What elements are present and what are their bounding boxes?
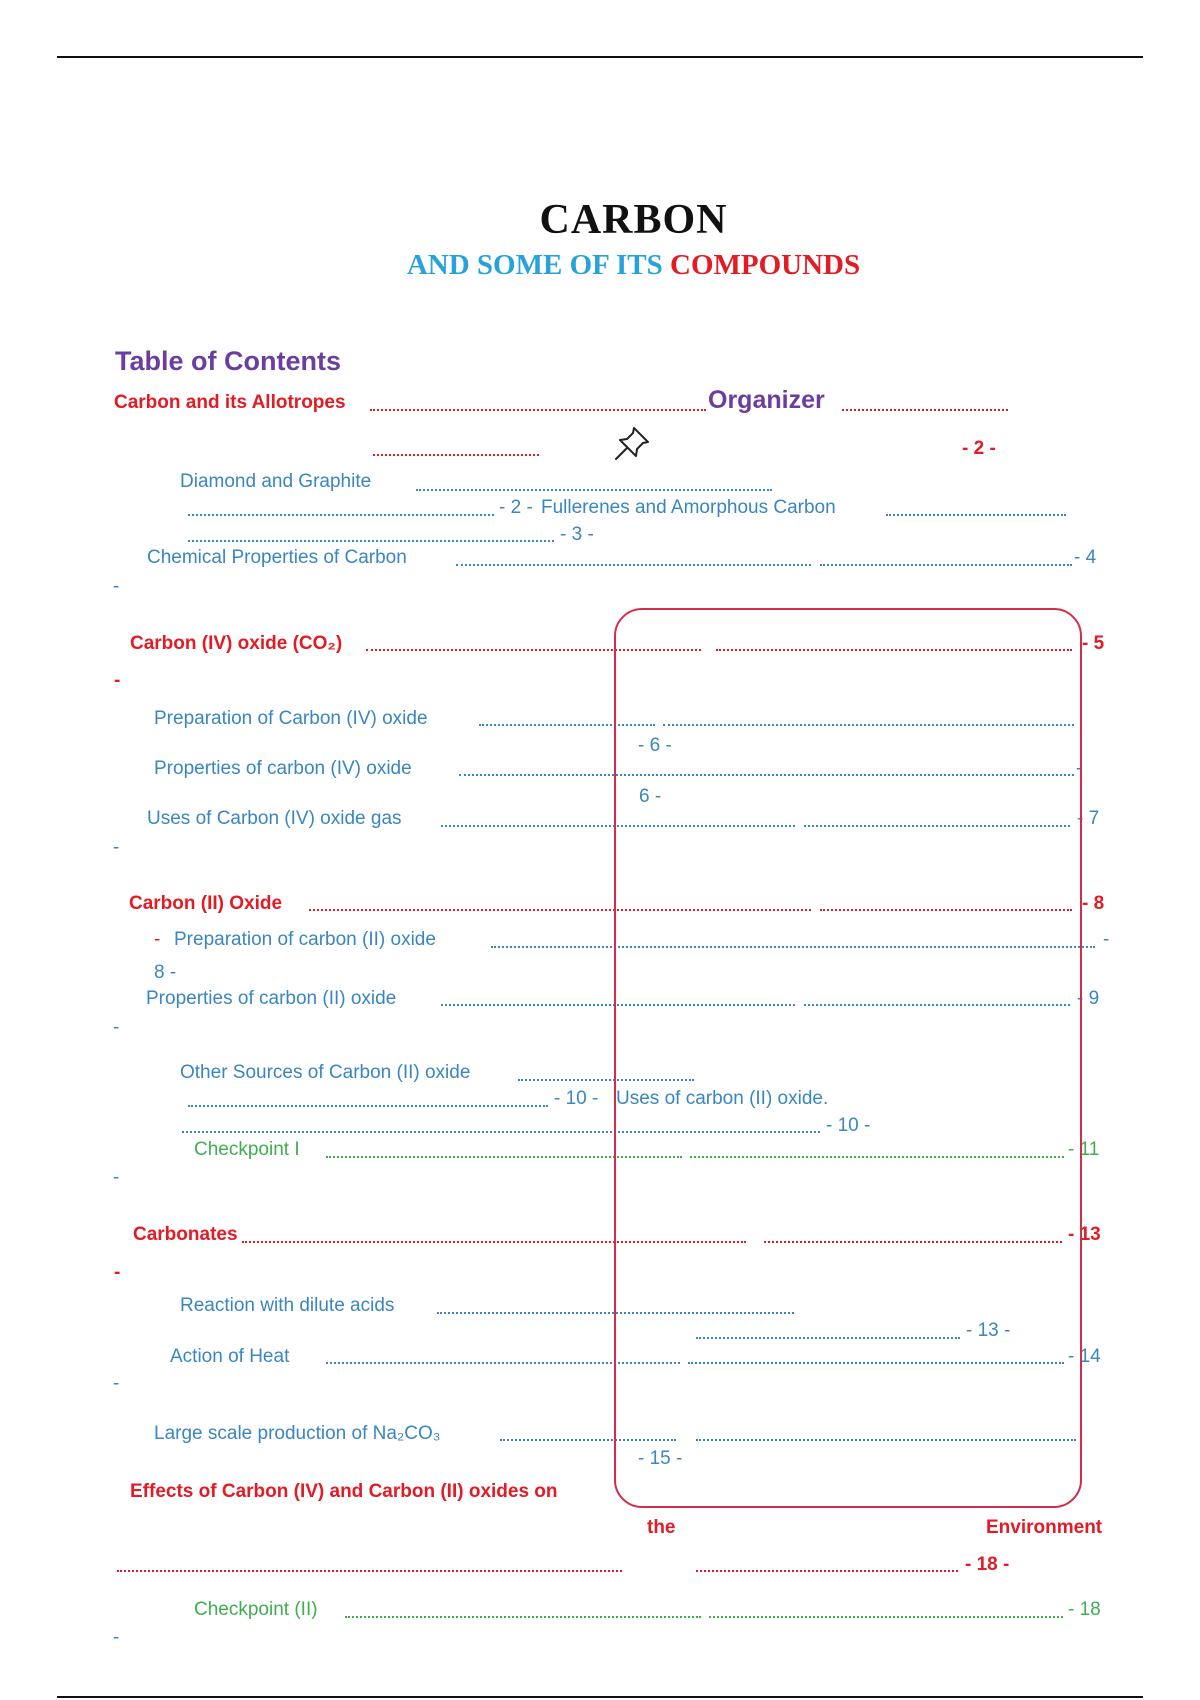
page-number: - 6 -: [638, 735, 672, 756]
dot-leader: [345, 1616, 701, 1618]
page-number: - 8: [1082, 893, 1105, 914]
dot-leader: [416, 489, 772, 491]
page-title: CARBON: [539, 197, 728, 243]
toc-entry-prop-co: Properties of carbon (II) oxide: [146, 988, 397, 1009]
page-number: - 13: [1068, 1224, 1101, 1245]
toc-entry-checkpoint-1: Checkpoint I: [194, 1139, 300, 1160]
dot-leader: [117, 1570, 622, 1572]
page-number: 6 -: [639, 786, 662, 807]
toc-entry-carbonates: Carbonates: [133, 1224, 238, 1245]
page-number: - 2 -: [499, 497, 533, 518]
toc-entry-checkpoint-2: Checkpoint (II): [194, 1599, 318, 1620]
bottom-rule: [57, 1696, 1143, 1698]
toc-entry-carbon-ii-oxide: Carbon (II) Oxide: [129, 893, 283, 914]
page-number: - 2 -: [962, 438, 996, 459]
page-number: - 15 -: [638, 1448, 683, 1469]
effects-word-the: the: [647, 1517, 676, 1538]
toc-entry-allotropes: Carbon and its Allotropes: [114, 392, 346, 413]
toc-entry-prop-co2: Properties of carbon (IV) oxide: [154, 758, 412, 779]
dot-leader: [188, 540, 554, 542]
dot-leader: [188, 1105, 548, 1107]
toc-entry-uses-co2: Uses of Carbon (IV) oxide gas: [147, 808, 402, 829]
toc-entry-uses-co: Uses of carbon (II) oxide.: [616, 1088, 829, 1109]
dot-leader: [456, 564, 811, 566]
toc-entry-other-sources-co: Other Sources of Carbon (II) oxide: [180, 1062, 471, 1083]
page-number: - 14: [1068, 1346, 1101, 1367]
dot-leader: [373, 454, 539, 456]
page-number: - 5: [1082, 633, 1105, 654]
toc-entry-effects: Effects of Carbon (IV) and Carbon (II) oxides on: [130, 1481, 558, 1502]
page-number-prefix: -: [1103, 929, 1110, 950]
dot-leader: [842, 409, 1008, 411]
toc-entry-diamond: Diamond and Graphite: [180, 471, 372, 492]
page-number: - 10 -: [826, 1115, 871, 1136]
toc-entry-fullerenes: Fullerenes and Amorphous Carbon: [541, 497, 836, 518]
toc-heading: Table of Contents: [115, 346, 341, 376]
continuation-dash: -: [113, 1167, 120, 1188]
toc-entry-reaction-acids: Reaction with dilute acids: [180, 1295, 395, 1316]
page-number: - 11: [1068, 1139, 1100, 1160]
top-rule: [57, 56, 1143, 58]
page-number: - 13 -: [966, 1320, 1011, 1341]
page-number: - 18: [1068, 1599, 1101, 1620]
organizer-label: Organizer: [708, 386, 825, 414]
continuation-dash: -: [113, 576, 120, 597]
page-number: - 3 -: [560, 524, 594, 545]
page-number: - 4: [1074, 547, 1097, 568]
page-number: - 9: [1077, 988, 1100, 1009]
page-number: - 18 -: [965, 1554, 1010, 1575]
pushpin-icon: [612, 424, 652, 464]
page-number-prefix: -: [1076, 758, 1083, 779]
continuation-dash: -: [113, 1627, 120, 1648]
dot-leader: [820, 564, 1072, 566]
continuation-dash: -: [113, 1017, 120, 1038]
continuation-dash: -: [113, 837, 120, 858]
toc-entry-carbon-iv-oxide: Carbon (IV) oxide (CO₂): [130, 633, 343, 654]
page-subtitle: [0, 249, 1200, 282]
continuation-dash: -: [114, 670, 121, 691]
toc-entry-chemical-properties: Chemical Properties of Carbon: [147, 547, 407, 568]
page-number: - 7: [1077, 808, 1100, 829]
continuation-dash: -: [113, 1373, 120, 1394]
highlight-box: [614, 608, 1082, 1508]
toc-entry-na2co3: Large scale production of Na₂CO₃: [154, 1423, 441, 1444]
dot-leader: [886, 514, 1066, 516]
page-number: - 10 -: [554, 1088, 599, 1109]
page-number: 8 -: [154, 962, 177, 983]
toc-entry-prep-co: Preparation of carbon (II) oxide: [174, 929, 436, 950]
dot-leader: [188, 514, 494, 516]
toc-entry-prep-co2: Preparation of Carbon (IV) oxide: [154, 708, 428, 729]
dot-leader: [696, 1570, 958, 1572]
dot-leader: [370, 409, 706, 411]
toc-entry-action-heat: Action of Heat: [170, 1346, 290, 1367]
effects-word-environment: Environment: [986, 1517, 1103, 1538]
subtitle-part-1: AND SOME OF ITS: [406, 249, 663, 281]
subtitle-part-2: COMPOUNDS: [670, 249, 861, 281]
continuation-dash: -: [114, 1262, 121, 1283]
bullet-dash: -: [154, 929, 161, 950]
dot-leader: [709, 1616, 1063, 1618]
